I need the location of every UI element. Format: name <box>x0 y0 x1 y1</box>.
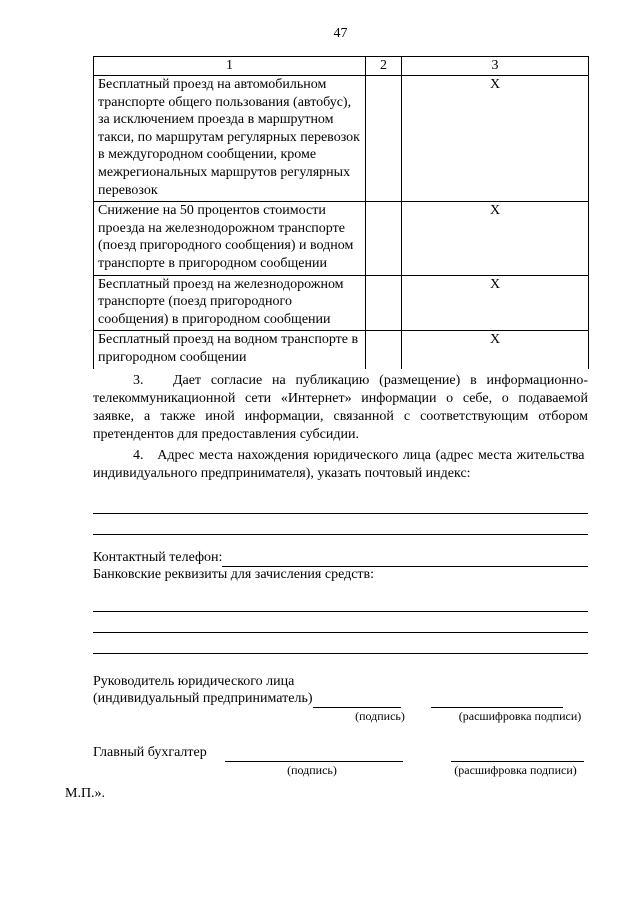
cell-mark: Х <box>402 331 589 369</box>
head-signature-fill-line <box>313 691 401 708</box>
cell-benefit-text: Бесплатный проезд на железнодорожном транспорте (поезд пригородного сообщения) в пригородном сообщении <box>94 275 366 331</box>
table-row <box>94 202 589 275</box>
contact-phone-fill-line <box>222 550 588 567</box>
table-row <box>94 275 589 331</box>
cell-benefit-text: Бесплатный проезд на автомобильном транспорте общего пользования (автобус), за исключением проезда в маршрутном такси, по маршрутам регулярных перевозок в междугородном сообщении, кроме межрегиональных маршрутов регулярных перевозок <box>94 76 366 202</box>
table-row <box>94 331 589 369</box>
bank-details-label: Банковские реквизиты для зачисления средств: <box>93 566 375 582</box>
benefits-table <box>93 56 589 369</box>
paragraph-3: 3. Дает согласие на публикацию (размещение) в информационно-телекоммуникационной сети «Интернет» информации о себе, о подаваемой заявке, а также иной информации, связанной с соответствующим отбором претендентов для предоставления субсидии. <box>93 372 588 442</box>
signature-caption: (подпись) <box>287 762 337 777</box>
cell-col2 <box>366 331 402 369</box>
bank-details-fill-line <box>93 591 588 612</box>
cell-mark: Х <box>402 275 589 331</box>
chief-accountant-label: Главный бухгалтер <box>93 744 207 760</box>
accountant-name-fill-line <box>451 745 584 762</box>
bank-details-fill-line <box>93 633 588 654</box>
head-of-org-label: Руководитель юридического лица <box>93 673 295 689</box>
cell-col2 <box>366 76 402 202</box>
accountant-signature-captions <box>93 763 588 778</box>
head-name-fill-line <box>431 691 563 708</box>
accountant-signature-row <box>93 744 588 762</box>
paragraph-4: 4. Адрес места нахождения юридического лица (адрес места жительства индивидуального предпринимателя), указать почтовый индекс: <box>93 447 588 481</box>
signature-decode-caption: (расшифровка подписи) <box>454 762 577 777</box>
table-header-row <box>94 57 589 76</box>
accountant-signature-fill-line <box>225 745 403 762</box>
head-signature-captions <box>93 709 588 724</box>
contact-phone-label: Контактный телефон: <box>93 549 223 565</box>
address-fill-line <box>93 514 588 535</box>
cell-benefit-text: Бесплатный проезд на водном транспорте в пригородном сообщении <box>94 331 366 369</box>
stamp-place-label: М.П.». <box>65 785 106 801</box>
contact-phone-row <box>93 549 588 567</box>
table-header-col2: 2 <box>366 57 402 76</box>
cell-mark: Х <box>402 202 589 275</box>
table-header-col1: 1 <box>94 57 366 76</box>
bank-details-fill-line <box>93 612 588 633</box>
table-row <box>94 76 589 202</box>
signature-decode-caption: (расшифровка подписи) <box>458 708 582 723</box>
head-signature-row <box>93 690 588 708</box>
cell-col2 <box>366 275 402 331</box>
cell-benefit-text: Снижение на 50 процентов стоимости проезда на железнодорожном транспорте (поезд пригородного сообщения) и водном транспорте в пригородном сообщении <box>94 202 366 275</box>
cell-col2 <box>366 202 402 275</box>
individual-entrepreneur-label: (индивидуальный предприниматель) <box>93 690 313 706</box>
cell-mark: Х <box>402 76 589 202</box>
address-fill-line <box>93 493 588 514</box>
table-header-col3: 3 <box>402 57 589 76</box>
page-number: 47 <box>333 26 348 41</box>
signature-caption: (подпись) <box>355 708 405 723</box>
